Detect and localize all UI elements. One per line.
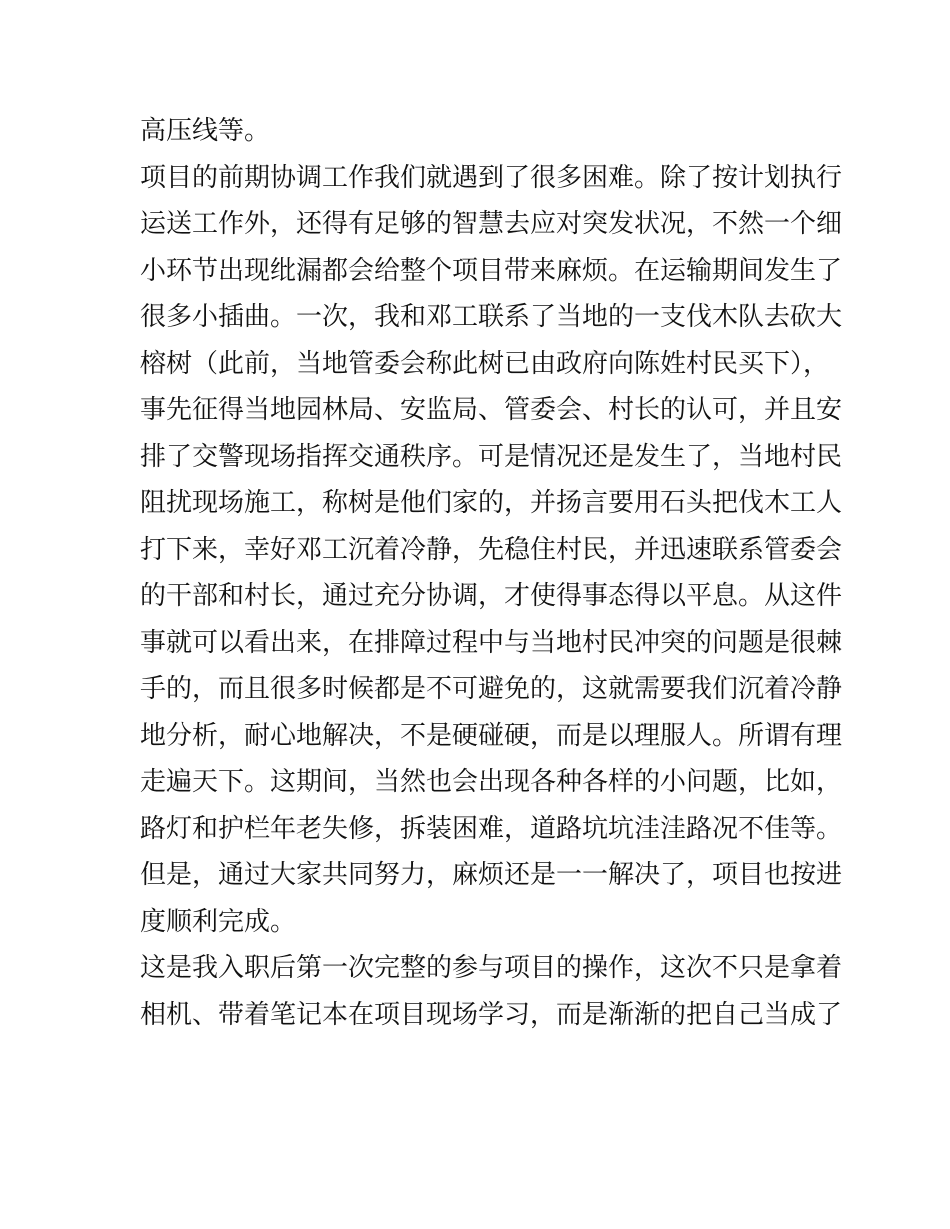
body-text (140, 108, 843, 1038)
text-line: 手的，而且很多时候都是不可避免的，这就需要我们沉着冷静 (140, 674, 843, 704)
text-line: 路灯和护栏年老失修，拆装困难，道路坑坑洼洼路况不佳等。 (140, 813, 843, 844)
text-line: 的干部和村长，通过充分协调，才使得事态得以平息。从这件 (140, 581, 843, 611)
text-line: 但是，通过大家共同努力，麻烦还是一一解决了，项目也按进 (140, 860, 843, 890)
text-line: 小环节出现纰漏都会给整个项目带来麻烦。在运输期间发生了 (140, 255, 843, 286)
text-line: 打下来，幸好邓工沉着冷静，先稳住村民，并迅速联系管委会 (140, 534, 843, 565)
text-line: 项目的前期协调工作我们就遇到了很多困难。除了按计划执行 (140, 162, 843, 193)
text-line: 很多小插曲。一次，我和邓工联系了当地的一支伐木队去砍大 (140, 302, 843, 332)
text-line: 走遍天下。这期间，当然也会出现各种各样的小问题，比如， (140, 767, 843, 797)
text-line: 相机、带着笔记本在项目现场学习，而是渐渐的把自己当成了 (140, 999, 843, 1030)
text-line: 运送工作外，还得有足够的智慧去应对突发状况，不然一个细 (140, 209, 843, 239)
text-line: 排了交警现场指挥交通秩序。可是情况还是发生了，当地村民 (140, 441, 843, 472)
text-line: 高压线等。 (140, 116, 271, 146)
text-line: 地分析，耐心地解决，不是硬碰硬，而是以理服人。所谓有理 (140, 720, 843, 751)
text-line: 度顺利完成。 (140, 906, 297, 937)
text-line: 事先征得当地园林局、安监局、管委会、村长的认可，并且安 (140, 395, 843, 425)
text-line: 这是我入职后第一次完整的参与项目的操作，这次不只是拿着 (140, 953, 843, 983)
text-line: 榕树（此前，当地管委会称此树已由政府向陈姓村民买下）， (140, 348, 830, 379)
text-line: 事就可以看出来，在排障过程中与当地村民冲突的问题是很棘 (140, 627, 843, 658)
text-line: 阻扰现场施工，称树是他们家的，并扬言要用石头把伐木工人 (140, 488, 843, 518)
